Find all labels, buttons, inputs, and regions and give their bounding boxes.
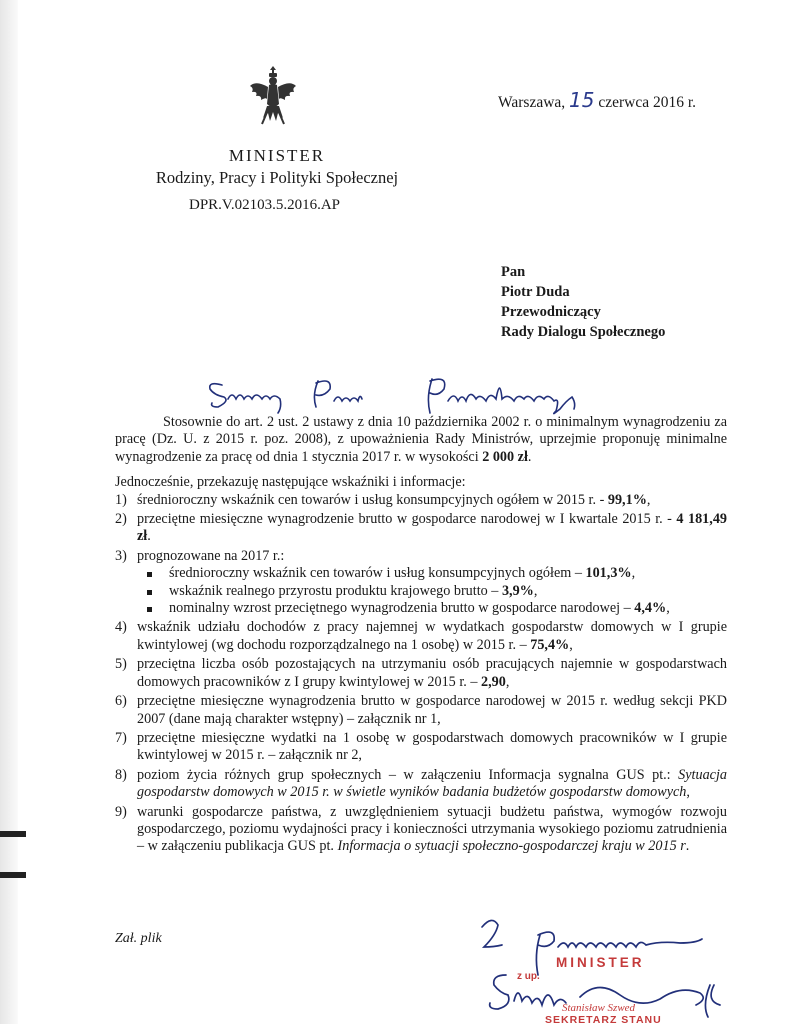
list-item — [115, 767, 727, 802]
stamp-name: Stanisław Szwed — [562, 1002, 636, 1014]
publication-title: Sytuacja gospodarstw domowych w 2015 r. w świetle wyników badania budżetów gospodarstw domowych — [137, 766, 727, 801]
list-item — [115, 492, 727, 509]
page-left-shadow — [0, 0, 18, 1024]
item-text: przeciętne miesięczne wynagrodzenia brutto w gospodarce narodowej w 2015 r. według sekcji PKD 2007 (dane mają charakter wstępny) – załącznik nr 1, — [137, 693, 727, 727]
letter-body — [115, 414, 727, 858]
list-item — [115, 511, 727, 546]
punctuation: , — [569, 636, 573, 653]
item-value: 4,4% — [634, 600, 667, 617]
bullet-square-icon — [147, 572, 152, 577]
list-item — [115, 804, 727, 856]
scan-edge-mark — [0, 872, 26, 878]
ministry-header — [150, 146, 404, 188]
item-number: 3) — [115, 547, 127, 564]
stamp-title: MINISTER — [556, 955, 645, 970]
stamp-on-behalf: z up. — [517, 971, 540, 982]
item-value: 4 181,49 zł — [137, 511, 728, 545]
item-value: 101,3% — [585, 565, 632, 582]
letter-date — [498, 88, 696, 112]
punctuation: . — [147, 528, 151, 545]
sublist-item — [145, 600, 727, 617]
addressee-line: Rady Dialogu Społecznego — [501, 324, 666, 340]
punctuation: , — [666, 600, 670, 617]
item-text: przeciętne miesięczne wydatki na 1 osobę w gospodarstwach domowych pracowników w I grupie kwintylowej w 2015 r. – załącznik nr 2, — [137, 729, 727, 764]
item-number: 2) — [115, 511, 127, 528]
item-text: wskaźnik udziału dochodów z pracy najemnej w wydatkach gospodarstw domowych w I grupie kwintylowej (wg dochodu rozporządzalnego na 1 osobę) w 2015 r. – — [137, 619, 727, 653]
item-number: 4) — [115, 619, 127, 636]
item-text: przeciętna liczba osób pozostających na utrzymaniu osób pracujących najemnie w gospodarstwach domowych pracowników z I grupy kwintylowej w 2015 r. – — [137, 656, 727, 690]
addressee-line: Piotr Duda — [501, 284, 570, 300]
list-item — [115, 730, 727, 765]
item-number: 1) — [115, 491, 127, 508]
item-number: 7) — [115, 729, 127, 746]
scan-edge-mark — [0, 831, 26, 837]
list-item — [115, 693, 727, 728]
ministry-name: Rodziny, Pracy i Polityki Społecznej — [155, 168, 399, 187]
sublist-item — [145, 565, 727, 582]
item-value: 3,9% — [501, 582, 534, 599]
intro-paragraph — [115, 414, 727, 466]
intro-text: Stosownie do art. 2 ust. 2 ustawy z dnia 10 października 2002 r. o minimalnym wynagrodzeniu za pracę (Dz. U. z 2015 r. poz. 2008), z upoważnienia Rady Ministrów, uprzejmie proponuję minimalne wynagrodzenie za pracę od dnia 1 stycznia 2017 r. w wysokości — [115, 414, 727, 465]
punctuation: , — [533, 582, 538, 599]
item-number: 8) — [115, 766, 127, 783]
item-value: 99,1% — [607, 491, 647, 508]
handwritten-salutation — [200, 367, 600, 417]
reference-number: DPR.V.02103.5.2016.AP — [189, 197, 341, 213]
item-number: 9) — [115, 803, 127, 820]
date-suffix: czerwca 2016 r. — [598, 94, 697, 111]
bullet-square-icon — [147, 607, 152, 612]
item-text: warunki gospodarcze państwa, z uwzględnieniem sytuacji budżetu państwa, wymogów rozwoju gospodarczego, poziomu wydajności pracy i konieczności utrzymania wysokiego poziomu zatrudnienia – w załączeniu publikacja GUS pt. — [137, 803, 727, 855]
list-item — [115, 619, 727, 654]
punctuation: , — [646, 491, 651, 508]
attachment-note: Zał. plik — [115, 931, 162, 946]
lead-paragraph: Jednocześnie, przekazuję następujące wskaźniki i informacje: — [115, 474, 466, 491]
item-text: przeciętne miesięczne wynagrodzenie brutto w gospodarce narodowej w I kwartale 2015 r. - — [137, 511, 672, 528]
punctuation: , — [686, 784, 690, 801]
list-item — [115, 656, 727, 691]
punctuation: , — [505, 673, 510, 690]
minimum-wage-amount: 2 000 zł — [482, 448, 528, 465]
forecast-sublist — [137, 565, 727, 617]
publication-title: Informacja o sytuacji społeczno-gospodarczej kraju w 2015 r — [337, 838, 686, 855]
item-text: średnioroczny wskaźnik cen towarów i usług konsumpcyjnych ogółem w 2015 r. - — [137, 491, 605, 508]
ministry-title: MINISTER — [228, 146, 326, 165]
punctuation: . — [527, 448, 532, 465]
item-number: 5) — [115, 656, 127, 673]
date-day-handwritten: 15 — [569, 88, 595, 112]
sublist-item — [145, 583, 727, 600]
polish-eagle-emblem-icon — [248, 66, 298, 128]
addressee-block — [501, 262, 665, 342]
item-number: 6) — [115, 693, 127, 710]
item-value: 2,90 — [481, 673, 506, 690]
indicator-list — [115, 492, 727, 856]
stamp-office: SEKRETARZ STANU — [545, 1014, 662, 1026]
item-text: poziom życia różnych grup społecznych – w załączeniu Informacja sygnalna GUS pt.: — [137, 766, 671, 783]
list-item — [115, 548, 727, 618]
addressee-line: Pan — [501, 264, 526, 280]
bullet-square-icon — [147, 590, 152, 595]
punctuation: , — [631, 565, 636, 582]
addressee-line: Przewodniczący — [501, 304, 601, 320]
date-prefix: Warszawa, — [498, 94, 566, 111]
punctuation: . — [685, 838, 690, 855]
item-text: średnioroczny wskaźnik cen towarów i usług konsumpcyjnych ogółem – — [169, 565, 582, 582]
item-text: nominalny wzrost przeciętnego wynagrodzenia brutto w gospodarce narodowej – — [169, 600, 631, 617]
item-text: prognozowane na 2017 r.: — [137, 547, 285, 564]
item-text: wskaźnik realnego przyrostu produktu krajowego brutto – — [169, 582, 499, 599]
item-value: 75,4% — [530, 636, 570, 653]
